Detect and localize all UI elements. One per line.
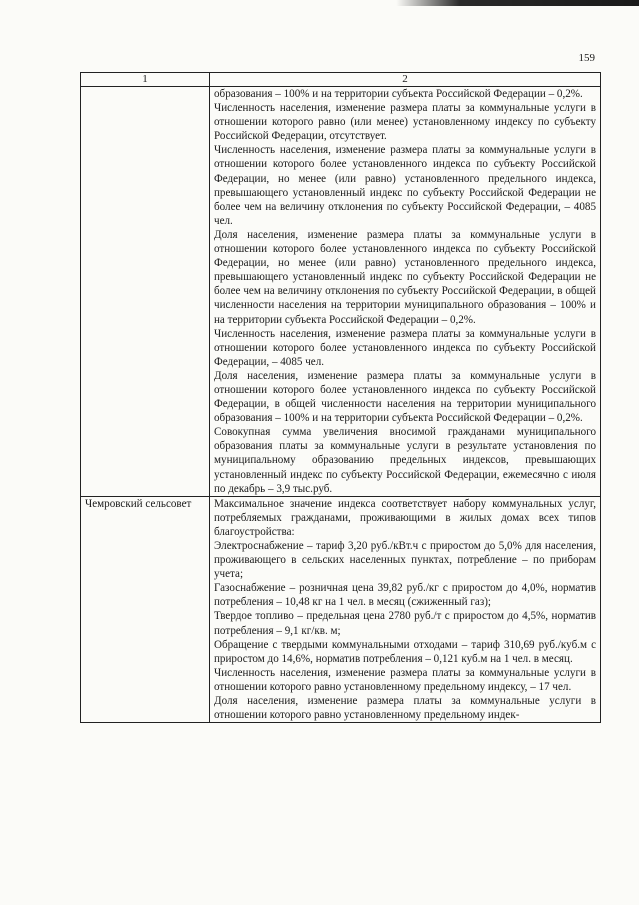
content-cell: [210, 87, 601, 497]
document-table: [80, 72, 601, 723]
table-row: [81, 496, 601, 723]
paragraph: Электроснабжение – тариф 3,20 руб./кВт.ч с приростом до 5,0% для населения, проживающего в сельских населенных пунктах, потребление – по приборам учета;: [214, 540, 596, 581]
paragraph: Совокупная сумма увеличения вносимой гражданами муниципального образования платы за коммунальные услуги в результате установления по муниципальному образованию предельных индексов, превышающих установленный индекс по субъекту Российской Федерации, ежемесячно с июля по декабрь – 3,9 тыс.руб.: [214, 426, 596, 495]
column-header-1: 1: [81, 73, 210, 87]
paragraph: Доля населения, изменение размера платы за коммунальные услуги в отношении которого более установленного индекса по субъекту Российской Федерации, но менее (или равно) установленного предельного индекса, превышающего установленный индекс по субъекту Российской Федерации не более чем на величину отклонения по субъекту Российской Федерации, в общей численности населения на территории муниципального образования – 100% и на территории субъекта Российской Федерации – 0,2%.: [214, 228, 596, 326]
table-header-row: [81, 73, 601, 87]
region-cell: Чемровский сельсовет: [81, 496, 210, 723]
paragraph: Численность населения, изменение размера платы за коммунальные услуги в отношении которого более установленного индекса по субъекту Российской Федерации, но менее (или равно) установленного предельного индекса, превышающего установленный индекс по субъекту Российской Федерации не более чем на величину отклонения по субъекту Российской Федерации, – 4085 чел.: [214, 144, 596, 227]
column-header-2: 2: [210, 73, 601, 87]
paragraph: Обращение с твердыми коммунальными отходами – тариф 310,69 руб./куб.м с приростом до 14,6%, норматив потребления – 0,121 куб.м на 1 чел. в месяц.: [214, 638, 596, 665]
paragraph: Доля населения, изменение размера платы за коммунальные услуги в отношении которого более установленного индекса по субъекту Российской Федерации, в общей численности населения на территории муниципального образования – 100% и на территории субъекта Российской Федерации – 0,2%.: [214, 369, 596, 425]
page-number: 159: [578, 52, 595, 64]
paragraph: Численность населения, изменение размера платы за коммунальные услуги в отношении которого более установленного индекса по субъекту Российской Федерации, – 4085 чел.: [214, 327, 596, 368]
paragraph: Доля населения, изменение размера платы за коммунальные услуги в отношении которого равно установленному предельному индек-: [214, 695, 596, 722]
scan-edge: [0, 0, 639, 6]
paragraph: образования – 100% и на территории субъекта Российской Федерации – 0,2%.: [214, 88, 583, 100]
region-cell: [81, 87, 210, 497]
paragraph: Твердое топливо – предельная цена 2780 руб./т с приростом до 4,5%, норматив потребления – 9,1 кг/кв. м;: [214, 610, 596, 637]
table-row: [81, 87, 601, 497]
paragraph: Газоснабжение – розничная цена 39,82 руб./кг с приростом до 4,0%, норматив потребления – 10,48 кг на 1 чел. в месяц (сжиженный газ);: [214, 582, 596, 609]
paragraph: Численность населения, изменение размера платы за коммунальные услуги в отношении которого равно установленному предельному индексу, – 17 чел.: [214, 666, 596, 693]
paragraph: Численность населения, изменение размера платы за коммунальные услуги в отношении которого равно (или менее) установленному индексу по субъекту Российской Федерации, отсутствует.: [214, 102, 596, 143]
content-cell: [210, 496, 601, 723]
paragraph: Максимальное значение индекса соответствует набору коммунальных услуг, потребляемых гражданами, проживающими в жилых домах всех типов благоустройства:: [214, 497, 596, 538]
